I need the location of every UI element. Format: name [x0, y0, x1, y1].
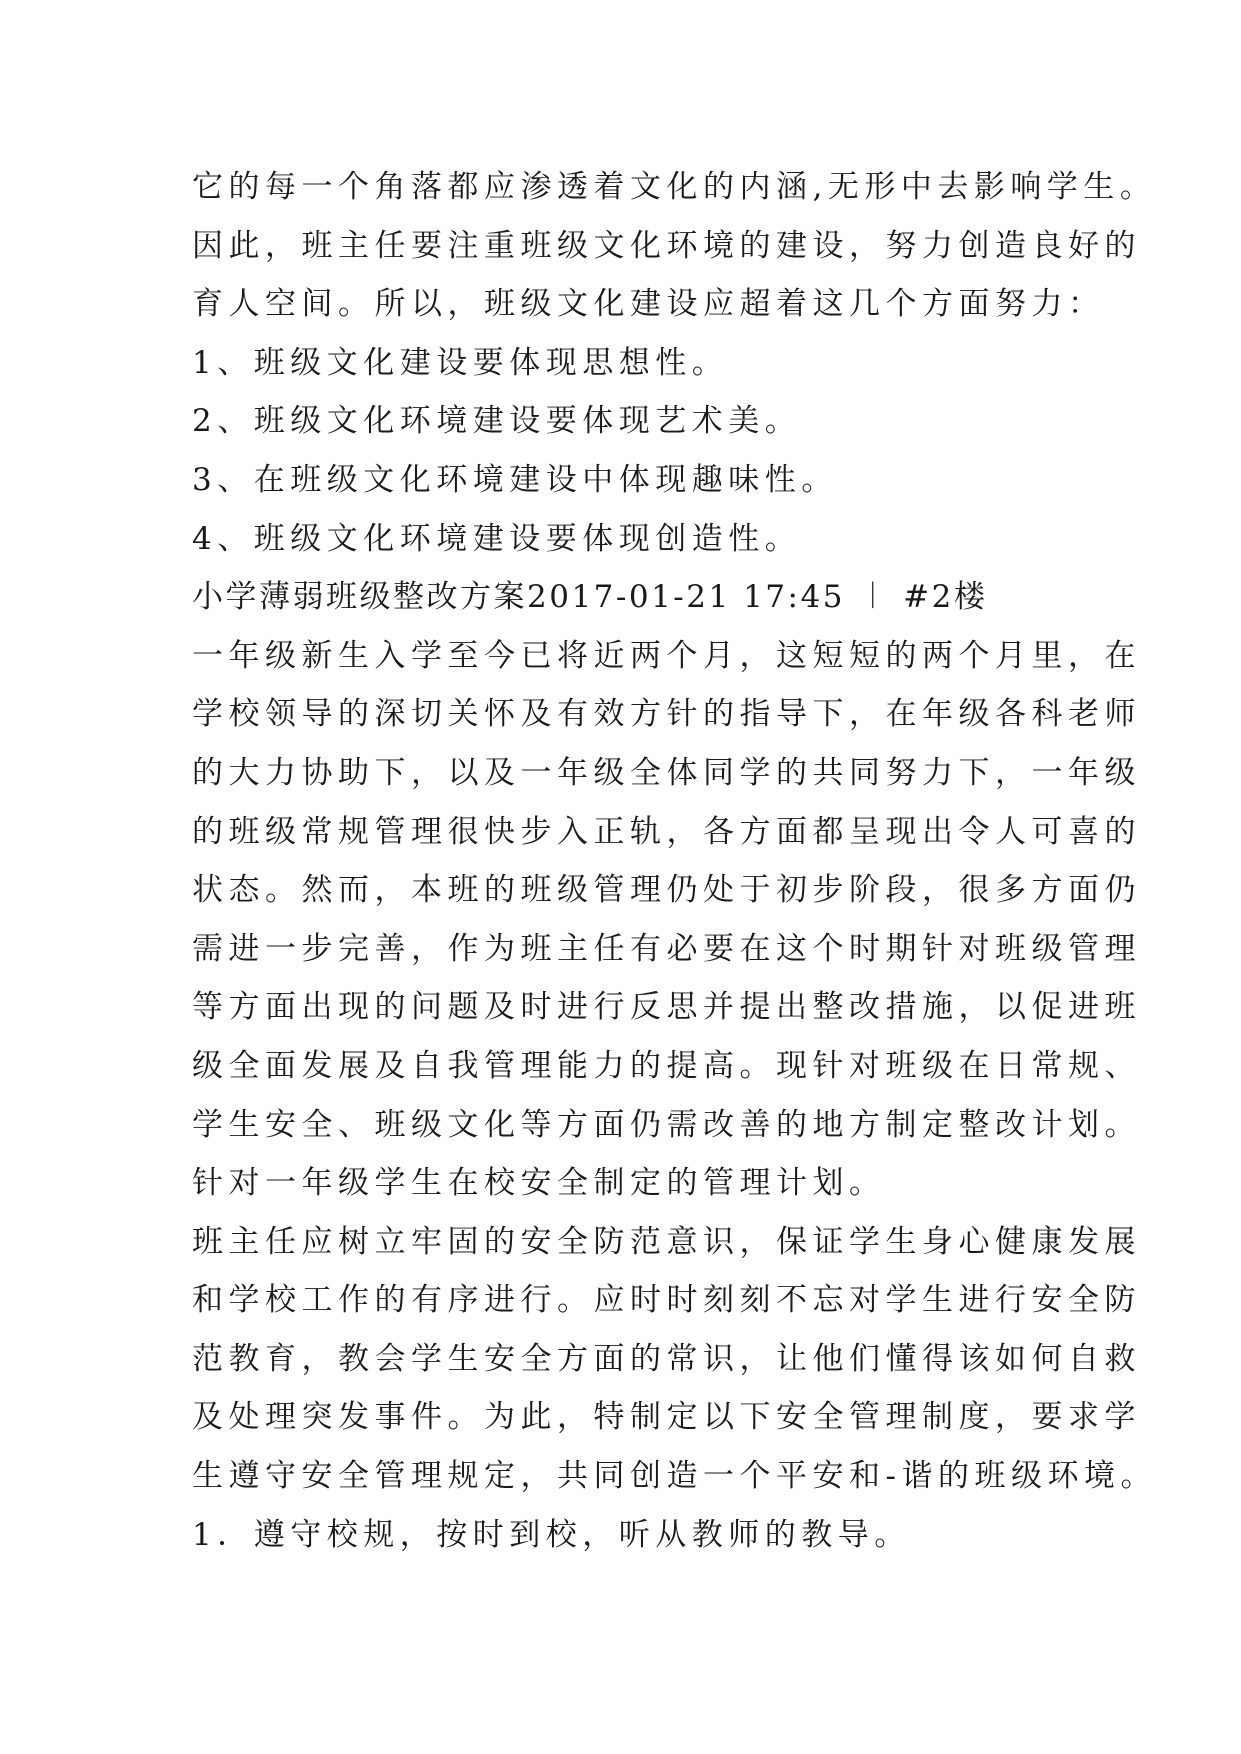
text-line-22: 及处理突发事件。为此，特制定以下安全管理制度，要求学 — [192, 1399, 1141, 1436]
list-item-1: 1、班级文化建设要体现思想性。 — [192, 344, 729, 381]
body-text — [192, 158, 1192, 1564]
text-line-20: 和学校工作的有序进行。应时时刻刻不忘对学生进行安全防 — [192, 1282, 1141, 1319]
text-line-19: 班主任应树立牢固的安全防范意识，保证学生身心健康发展 — [192, 1223, 1141, 1260]
text-line-18: 针对一年级学生在校安全制定的管理计划。 — [192, 1165, 886, 1202]
text-line-14: 需进一步完善，作为班主任有必要在这个时期针对班级管理 — [192, 930, 1141, 967]
text-line-1: 它的每一个角落都应渗透着文化的内涵,无形中去影响学生。 — [192, 169, 1157, 205]
text-line-12: 的班级常规管理很快步入正轨，各方面都呈现出令人可喜的 — [192, 813, 1141, 850]
text-line-21: 范教育，教会学生安全方面的常识，让他们懂得该如何自救 — [192, 1340, 1141, 1377]
text-line-10: 学校领导的深切关怀及有效方针的指导下，在年级各科老师 — [192, 696, 1141, 733]
rule-item-1: 1．遵守校规，按时到校，听从教师的教导。 — [192, 1516, 911, 1553]
text-line-15: 等方面出现的问题及时进行反思并提出整改措施，以促进班 — [192, 989, 1141, 1026]
text-line-11: 的大力协助下，以及一年级全体同学的共同努力下，一年级 — [192, 754, 1141, 791]
text-line-3: 育人空间。所以，班级文化建设应超着这几个方面努力： — [192, 286, 1105, 323]
text-line-2: 因此，班主任要注重班级文化环境的建设，努力创造良好的 — [192, 227, 1141, 264]
text-line-9: 一年级新生入学至今已将近两个月，这短短的两个月里，在 — [192, 637, 1141, 674]
post-heading: 小学薄弱班级整改方案2017-01-21 17:45 ︱ #2楼 — [192, 579, 988, 616]
text-line-17: 学生安全、班级文化等方面仍需改善的地方制定整改计划。 — [192, 1106, 1141, 1143]
text-line-16: 级全面发展及自我管理能力的提高。现针对班级在日常规、 — [192, 1047, 1141, 1084]
text-line-13: 状态。然而，本班的班级管理仍处于初步阶段，很多方面仍 — [192, 872, 1141, 909]
list-item-4: 4、班级文化环境建设要体现创造性。 — [192, 520, 802, 557]
list-item-3: 3、在班级文化环境建设中体现趣味性。 — [192, 461, 838, 498]
text-line-23: 生遵守安全管理规定，共同创造一个平安和-谐的班级环境。 — [192, 1458, 1157, 1495]
list-item-2: 2、班级文化环境建设要体现艺术美。 — [192, 403, 802, 440]
